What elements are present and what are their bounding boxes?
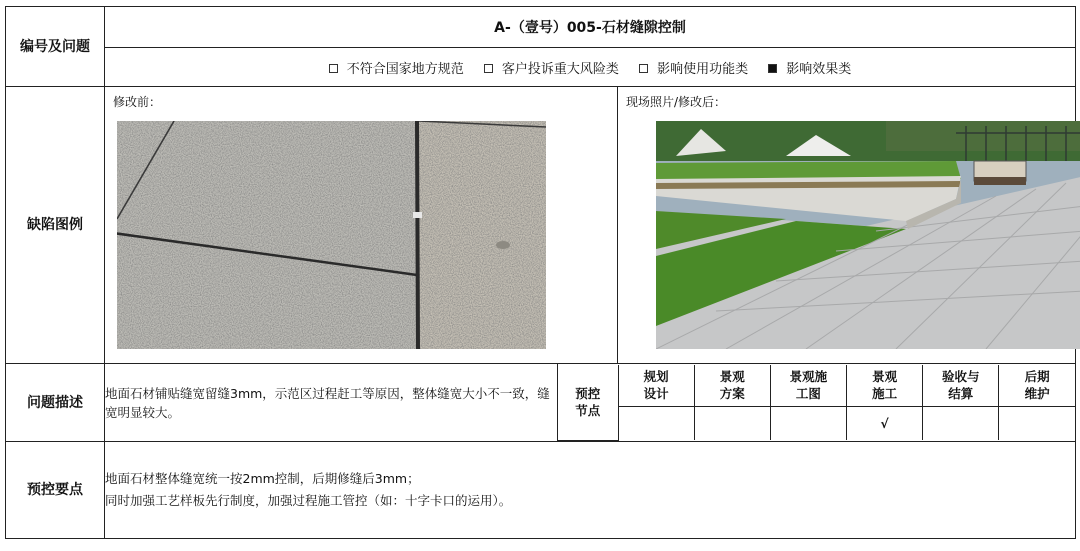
stage-mark-6 [999,407,1075,441]
label-control-points: 预控要点 [6,442,105,539]
sheet-title: A-（壹号）005-石材缝隙控制 [105,7,1076,48]
stage-mark-5 [923,407,999,441]
category-4 [768,58,851,77]
before-image-cell [105,87,618,364]
checkbox-icon [329,64,338,73]
checkbox-checked-icon [768,64,777,73]
stage-acceptance-settlement [923,365,999,407]
stage-landscape-construction [847,365,923,407]
stage-label: 景观施工 [872,369,898,402]
category-row [105,48,1076,87]
stage-planning-design [618,365,694,407]
category-1-label: 不符合国家地方规范 [346,61,464,77]
stage-label: 验收与结算 [942,369,980,402]
label-defect-illustration: 缺陷图例 [6,87,105,364]
stage-mark-1 [618,407,694,441]
category-1 [329,58,464,77]
after-image-cell [618,87,1076,364]
category-3-label: 影响使用功能类 [657,61,749,77]
after-caption: 现场照片/修改后： [626,95,727,109]
control-points-cell [105,442,1076,539]
stage-landscape-scheme [694,365,770,407]
stage-mark-4: √ [847,407,923,441]
category-3 [639,58,748,77]
stage-header [558,365,618,441]
category-4-label: 影响效果类 [786,61,852,77]
stage-label: 规划设计 [643,369,669,402]
stage-landscape-drawings [770,365,846,407]
stage-maintenance [999,365,1075,407]
stage-mark-3 [770,407,846,441]
after-photo-roof-garden [656,121,1080,349]
stage-mark-2 [694,407,770,441]
control-stage-cell [558,364,1076,442]
label-problem-description: 问题描述 [6,364,105,442]
stage-label: 后期维护 [1024,369,1050,402]
control-point-1: 地面石材整体缝宽统一按2mm控制，后期修缝后3mm； [105,471,420,486]
defect-table [5,6,1076,539]
checkbox-icon [484,64,493,73]
problem-description-cell [105,364,558,442]
stage-label: 景观施工图 [789,369,828,402]
control-stage-table [558,365,1075,441]
stage-header-text: 预控节点 [575,386,601,418]
control-point-2: 同时加强工艺样板先行制度，加强过程施工管控（如：十字卡口的运用）。 [105,493,512,508]
stage-label: 景观方案 [719,369,745,402]
before-photo-stone-joints [117,121,546,349]
label-id-problem-text: 编号及问题 [20,38,90,55]
label-id-problem [6,7,105,87]
before-caption: 修改前： [113,95,162,109]
checkbox-icon [639,64,648,73]
category-2 [484,58,619,77]
category-2-label: 客户投诉重大风险类 [501,61,619,77]
problem-description-text: 地面石材铺贴缝宽留缝3mm，示范区过程赶工等原因，整体缝宽大小不一致，缝宽明显较大。 [105,385,550,420]
